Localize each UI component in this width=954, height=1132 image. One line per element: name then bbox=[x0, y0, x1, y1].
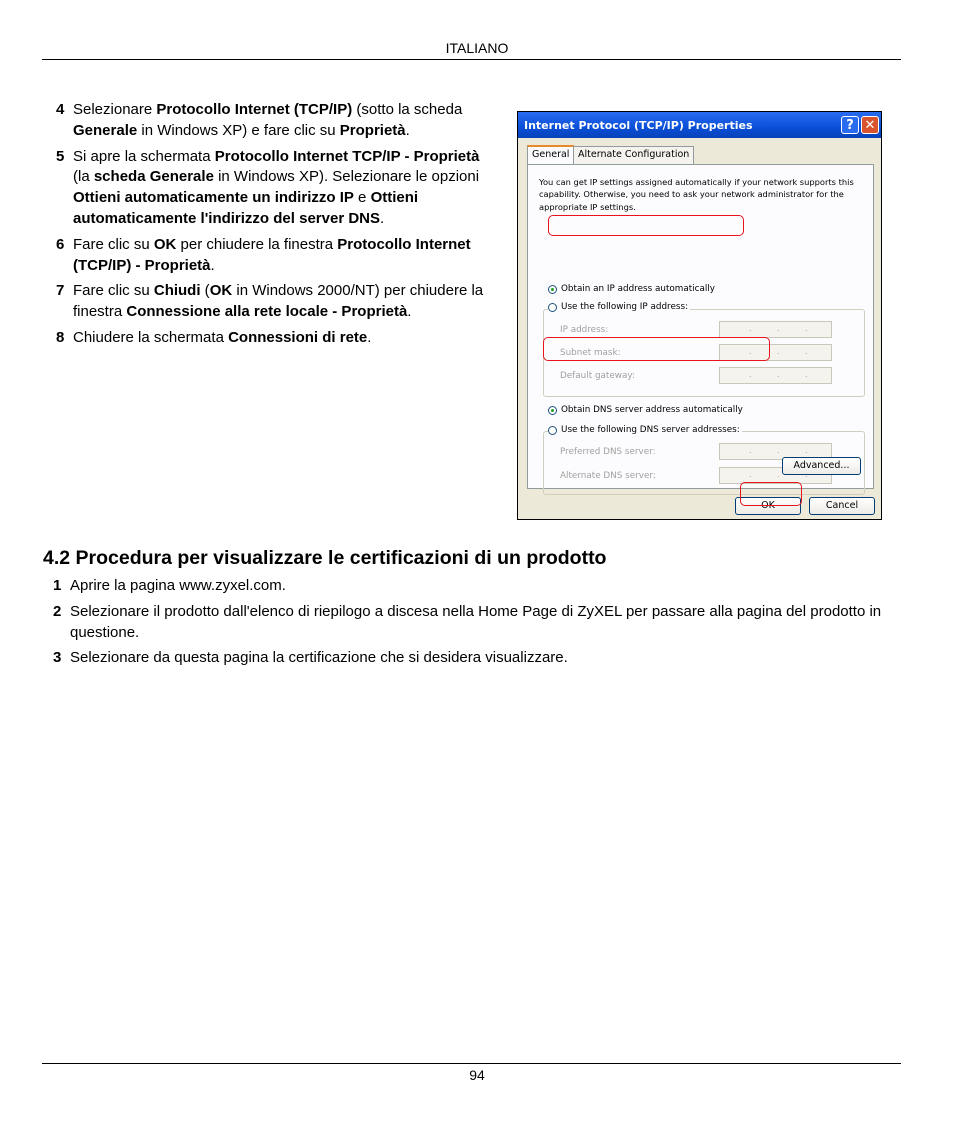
ok-button[interactable]: OK bbox=[735, 497, 801, 515]
page-number: 94 bbox=[469, 1067, 485, 1083]
step-text: OK bbox=[209, 282, 233, 300]
list-item bbox=[56, 281, 492, 323]
step-text: Fare clic su bbox=[73, 282, 154, 300]
step-text: e bbox=[353, 189, 371, 207]
tab-general[interactable]: General bbox=[527, 145, 574, 165]
list-item bbox=[56, 328, 492, 349]
default-gateway-field[interactable]: . . . bbox=[719, 367, 832, 384]
ip-settings-description: You can get IP settings assigned automatically if your network supports this capability. Otherwise, you need to ask your network administrator for the appropriate IP settings. bbox=[539, 177, 854, 212]
highlight-obtain-ip bbox=[548, 215, 744, 236]
step-text: (sotto la scheda bbox=[352, 101, 463, 118]
ip-address-field[interactable]: . . . bbox=[719, 321, 832, 338]
step-text: OK bbox=[153, 235, 177, 253]
list-item bbox=[56, 147, 492, 230]
advanced-button[interactable]: Advanced... bbox=[782, 457, 861, 475]
step-text: Si apre la schermata bbox=[73, 147, 215, 165]
step-text: (la bbox=[73, 168, 94, 186]
preferred-dns-field[interactable]: . . . bbox=[719, 443, 832, 460]
step-number: 3 bbox=[53, 649, 62, 667]
preferred-dns-label: Preferred DNS server: bbox=[560, 447, 656, 457]
obtain-ip-auto-option[interactable] bbox=[548, 284, 715, 294]
obtain-dns-auto-label: Obtain DNS server address automatically bbox=[561, 405, 743, 415]
radio-selected-icon[interactable] bbox=[548, 406, 557, 415]
cancel-button[interactable]: Cancel bbox=[809, 497, 875, 515]
default-gateway-label: Default gateway: bbox=[560, 371, 635, 381]
step-text: Aprire la pagina www.zyxel.com. bbox=[70, 577, 286, 594]
obtain-dns-auto-option[interactable] bbox=[548, 405, 743, 415]
list-item bbox=[53, 576, 913, 597]
obtain-ip-auto-label: Obtain an IP address automatically bbox=[561, 284, 715, 294]
alternate-dns-label: Alternate DNS server: bbox=[560, 471, 656, 481]
radio-selected-icon[interactable] bbox=[548, 285, 557, 294]
highlight-obtain-dns bbox=[543, 337, 770, 361]
list-item bbox=[53, 648, 913, 669]
step-text: . bbox=[407, 303, 412, 321]
step-text: per chiudere la finestra bbox=[176, 235, 338, 253]
step-text: Ottieni automaticamente l'indirizzo del server DNS bbox=[73, 189, 419, 227]
certification-steps bbox=[53, 576, 913, 674]
step-text: Ottieni automaticamente un indirizzo IP bbox=[73, 189, 354, 207]
step-text: Protocollo Internet TCP/IP - Proprietà bbox=[214, 147, 480, 165]
ip-address-label: IP address: bbox=[560, 325, 609, 335]
header-rule bbox=[42, 59, 901, 60]
dialog-titlebar bbox=[518, 112, 881, 138]
step-number: 4 bbox=[56, 101, 65, 118]
step-text: . bbox=[367, 328, 372, 346]
step-text: in Windows XP) e fare clic su bbox=[137, 121, 340, 139]
procedure-steps bbox=[56, 100, 492, 354]
step-text: Protocollo Internet (TCP/IP) bbox=[156, 101, 353, 118]
tcpip-properties-dialog bbox=[517, 111, 882, 520]
section-title: 4.2 Procedura per visualizzare le certificazioni di un prodotto bbox=[43, 547, 607, 569]
subnet-mask-label: Subnet mask: bbox=[560, 348, 621, 358]
step-number: 5 bbox=[56, 147, 65, 165]
step-text: Connessioni di rete bbox=[228, 328, 368, 346]
list-item bbox=[53, 602, 913, 644]
list-item bbox=[56, 235, 492, 277]
step-text: . bbox=[380, 209, 385, 227]
step-text: Selezionare il prodotto dall'elenco di riepilogo a discesa nella Home Page di ZyXEL per passare alla pagina del prodotto in questione. bbox=[70, 602, 882, 641]
step-text: Selezionare da questa pagina la certificazione che si desidera visualizzare. bbox=[70, 649, 568, 667]
step-number: 7 bbox=[56, 282, 65, 300]
footer-rule bbox=[42, 1063, 901, 1064]
step-text: Proprietà bbox=[339, 121, 406, 139]
help-icon[interactable]: ? bbox=[841, 116, 859, 134]
list-item bbox=[56, 100, 492, 142]
step-text: scheda Generale bbox=[93, 168, 214, 186]
radio-unselected-icon[interactable] bbox=[548, 303, 557, 312]
step-text: ( bbox=[200, 282, 210, 300]
step-text: in Windows 2000/NT) per chiudere la finestra bbox=[73, 282, 484, 321]
running-header: ITALIANO bbox=[445, 40, 509, 56]
step-text: Chiudere la schermata bbox=[73, 328, 229, 346]
step-text: Generale bbox=[73, 121, 138, 139]
highlight-ok-button bbox=[740, 482, 802, 506]
step-text: Selezionare bbox=[73, 101, 157, 118]
step-number: 8 bbox=[56, 328, 65, 346]
step-number: 1 bbox=[53, 577, 62, 594]
radio-unselected-icon[interactable] bbox=[548, 426, 557, 435]
dialog-title: Internet Protocol (TCP/IP) Properties bbox=[524, 119, 753, 132]
step-text: Connessione alla rete locale - Proprietà bbox=[126, 303, 408, 321]
subnet-mask-field[interactable]: . . . bbox=[719, 344, 832, 361]
use-following-ip-option[interactable] bbox=[548, 302, 690, 312]
use-following-dns-label: Use the following DNS server addresses: bbox=[561, 425, 740, 435]
general-tab-panel bbox=[527, 164, 874, 489]
close-icon[interactable]: ✕ bbox=[861, 116, 879, 134]
use-following-ip-label: Use the following IP address: bbox=[561, 302, 689, 312]
step-text: in Windows XP). Selezionare le opzioni bbox=[213, 168, 480, 186]
step-text: Protocollo Internet (TCP/IP) - Proprietà bbox=[73, 235, 471, 274]
step-text: . bbox=[405, 121, 410, 139]
step-number: 2 bbox=[53, 602, 62, 620]
step-text: Chiudi bbox=[153, 282, 201, 300]
use-following-dns-option[interactable] bbox=[548, 425, 742, 435]
alternate-dns-field[interactable]: . . bbox=[719, 467, 832, 484]
step-text: . bbox=[210, 256, 215, 274]
tab-alternate-configuration[interactable]: Alternate Configuration bbox=[573, 146, 694, 164]
step-number: 6 bbox=[56, 235, 65, 253]
step-text: Fare clic su bbox=[73, 235, 154, 253]
